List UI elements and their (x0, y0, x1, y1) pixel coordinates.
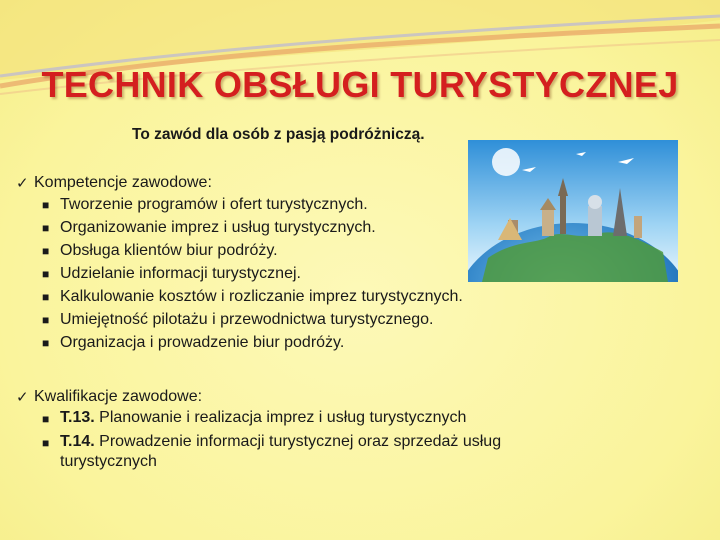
list-item-text: Tworzenie programów i ofert turystycznych. (60, 196, 368, 213)
competencies-list (16, 194, 463, 355)
list-item (16, 408, 530, 430)
list-item (16, 432, 530, 472)
square-bullet-icon: ■ (42, 198, 50, 212)
list-item-text: Umiejętność pilotażu i przewodnictwa turystycznego. (60, 311, 434, 328)
list-item-text: Organizacja i prowadzenie biur podróży. (60, 334, 345, 351)
square-bullet-icon: ■ (42, 221, 50, 235)
qualification-code: T.14. (60, 433, 95, 450)
check-icon: ✓ (16, 389, 29, 406)
square-bullet-icon: ■ (42, 412, 50, 426)
check-icon: ✓ (16, 175, 29, 192)
list-item (16, 194, 463, 217)
square-bullet-icon: ■ (42, 313, 50, 327)
list-item (16, 286, 463, 309)
square-bullet-icon: ■ (42, 336, 50, 350)
qualifications-list (16, 408, 530, 472)
list-item-text: Udzielanie informacji turystycznej. (60, 265, 301, 282)
competencies-section (16, 172, 463, 355)
list-item-text: Obsługa klientów biur podróży. (60, 242, 278, 259)
list-item-text: Kalkulowanie kosztów i rozliczanie imprez turystycznych. (60, 288, 463, 305)
square-bullet-icon: ■ (42, 436, 50, 450)
qualifications-heading-label: Kwalifikacje zawodowe: (34, 388, 203, 405)
competencies-heading-label: Kompetencje zawodowe: (34, 174, 212, 191)
qualifications-section (16, 386, 530, 474)
list-item (16, 263, 463, 286)
list-item (16, 240, 463, 263)
square-bullet-icon: ■ (42, 267, 50, 281)
list-item (16, 217, 463, 240)
slide-title: TECHNIK OBSŁUGI TURYSTYCZNEJ (41, 64, 679, 105)
qualifications-heading (16, 386, 530, 408)
qualification-text: Planowanie i realizacja imprez i usług turystycznych (99, 409, 467, 426)
qualification-text: Prowadzenie informacji turystycznej oraz sprzedaż usług turystycznych (60, 433, 502, 470)
competencies-heading (16, 172, 463, 194)
square-bullet-icon: ■ (42, 244, 50, 258)
list-item-text: Organizowanie imprez i usług turystycznych. (60, 219, 376, 236)
globe-landmarks-illustration (468, 140, 678, 282)
qualification-code: T.13. (60, 409, 95, 426)
slide-subtitle: To zawód dla osób z pasją podróżniczą. (132, 126, 425, 143)
square-bullet-icon: ■ (42, 290, 50, 304)
list-item (16, 332, 463, 355)
list-item (16, 309, 463, 332)
